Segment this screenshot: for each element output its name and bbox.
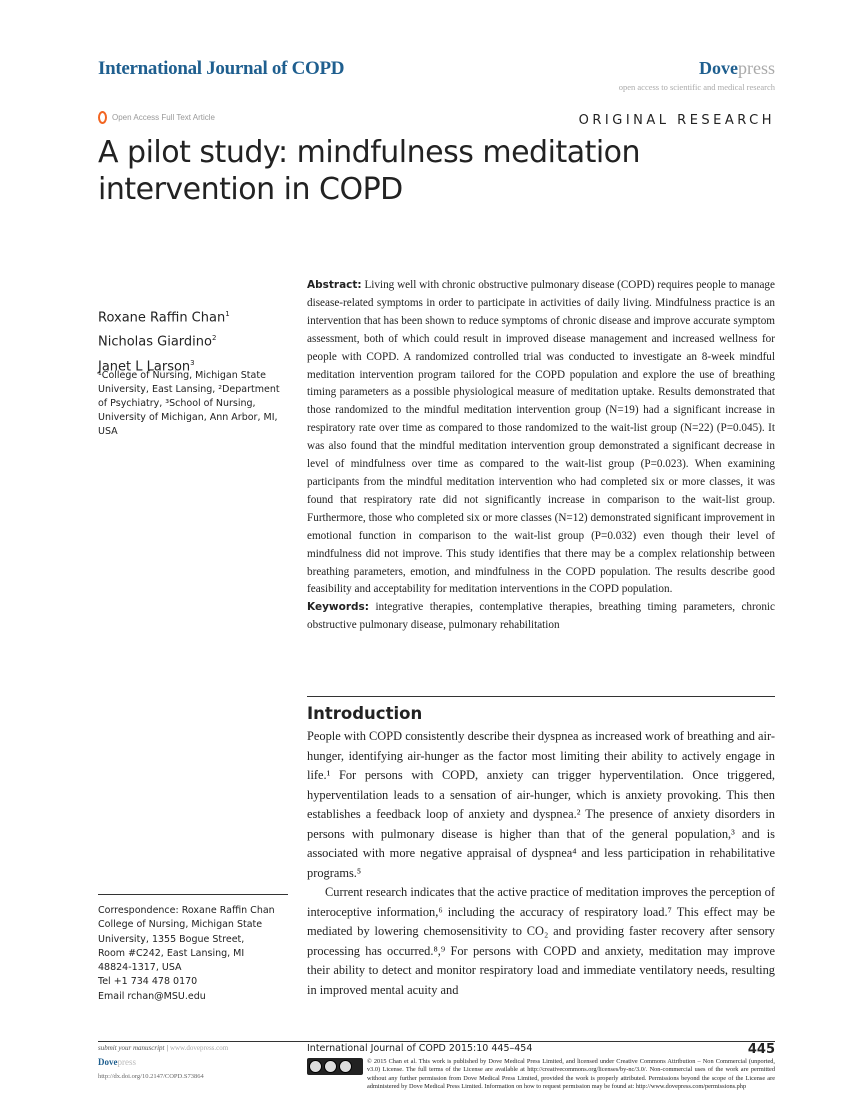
author-list: [98, 304, 230, 377]
author: Nicholas Giardino$^2$: [98, 334, 217, 350]
logo-suffix: press: [738, 58, 775, 78]
open-access-text: Open Access Full Text Article: [112, 113, 216, 122]
footer-divider: [98, 1041, 775, 1042]
abstract-text: Living well with chronic obstructive pulmonary disease (COPD) requires people to manage disease-related symptoms in order to participate in activities of daily living. Mindfulness practice is an intervention that has been shown to reduce symptoms of chronic disease and improve accurate symptom assessment, both of which could result in improved disease management and increased wellness for people with COPD. A randomized controlled trial was conducted to investigate an 8-week mindful meditation intervention program tailored for the COPD population and explore the use of breathing timing parameters as a possible physiological measure of meditation uptake. Results demonstrated that those randomized to the mindful meditation intervention group (N=19) had a significant increase in respiratory rate over time as compared to those randomized to the wait-list group (N=22) (P=0.045). It was also found that the mindful meditation intervention group demonstrated a significant decrease in level of mindfulness over time as compared to the wait-list group (P=0.023). When examining participants from the mindful meditation intervention who had completed six or more classes, it was found that respiratory rate did not significantly increase in comparison to the wait-list group. Furthermore, those who completed six or more classes (N=12) demonstrated significant improvement in emotional function in comparison to the wait-list group (P=0.032) even though their level of mindfulness did not improve. This study identifies that there may be a complex relationship between breathing parameters, emotion, and mindfulness in the COPD population. The results describe good feasibility and acceptability for meditation interventions in the COPD population.: [307, 279, 775, 596]
doi-link[interactable]: http://dx.doi.org/10.2147/COPD.S73864: [98, 1073, 204, 1080]
abstract: [307, 277, 775, 635]
paragraph: People with COPD consistently describe their dyspnea as increased work of breathing and air-hunger, identifying air-hunger as the factor most limiting their ability to actively engage in life.¹ For persons with COPD, anxiety can trigger hyperventilation. Once triggered, hyperventilation leads to a sensation of air-hunger, which is anxiety provoking. This then establishes a feedback loop of anxiety and dyspnea.² The presence of anxiety disorders in persons with pulmonary disease is higher than that of the general population,³ and is associated with more negative appraisal of dyspnea⁴ and less participation in rehabilitative programs.⁵: [307, 729, 775, 880]
license-text: © 2015 Chan et al. This work is published by Dove Medical Press Limited, and licensed under Creative Commons Attribution – Non Commercial (unported, v3.0) License. The full terms of the License are available at http://creativecommons.org/licenses/by-nc/3.0/. Non-commercial uses of the work are permitted without any further permission from Dove Medical Press Limited, provided the work is properly attributed. Permissions beyond the scope of the License are administered by Dove Medical Press Limited. Information on how to request permission may be found at: http://www.dovepress.com/permissions.php: [367, 1058, 775, 1090]
divider: [98, 894, 288, 895]
introduction-body: [307, 727, 775, 1000]
abstract-label: Abstract:: [307, 279, 362, 291]
article-title: A pilot study: mindfulness meditation intervention in COPD: [98, 135, 641, 207]
footer-logo[interactable]: Dovepress: [98, 1057, 136, 1067]
author: Roxane Raffin Chan$^1$: [98, 310, 230, 326]
publisher-tagline: open access to scientific and medical research: [618, 82, 775, 92]
publisher-logo[interactable]: [699, 58, 775, 79]
citation: International Journal of COPD 2015:10 445–454: [307, 1043, 533, 1054]
creative-commons-badge-icon[interactable]: [307, 1058, 363, 1075]
article-type: ORIGINAL RESEARCH: [578, 113, 775, 128]
paragraph: Current research indicates that the active practice of meditation improves the perception of interoceptive information,⁶ including the accuracy of respiratory load.⁷ This effect may be mediated by lowering chemosensitivity to CO₂ and providing faster recovery after sensory processing has occurred.⁸,⁹ For persons with COPD and anxiety, meditation may improve their ability to detect and monitor respiratory load and immediate ventilatory needs, resulting in improved mental acuity and: [307, 885, 776, 997]
page-number: 445: [747, 1042, 775, 1057]
open-access-lock-icon: [98, 111, 107, 124]
submit-manuscript-link[interactable]: submit your manuscript | www.dovepress.com: [98, 1044, 229, 1052]
logo-brand: Dove: [699, 58, 738, 78]
section-heading: Introduction: [307, 704, 423, 723]
divider: [307, 696, 775, 697]
author: Janet L Larson$^3$: [98, 358, 195, 374]
open-access-label: [98, 111, 215, 124]
keywords-label: Keywords:: [307, 601, 369, 614]
correspondence: Correspondence: Roxane Raffin Chan College of Nursing, Michigan State University, 1355 Bogue Street, Room #C242, East Lansing, MI 48824-1317, USA Tel +1 734 478 0170 Email rchan@MSU.edu: [98, 904, 298, 1004]
keywords-text: integrative therapies, contemplative therapies, breathing timing parameters, chronic obstructive pulmonary disease, pulmonary rehabilitation: [307, 601, 775, 632]
journal-title: International Journal of COPD: [98, 58, 345, 79]
affiliations: ¹College of Nursing, Michigan State University, East Lansing, ²Department of Psychiatry, ³School of Nursing, University of Michigan, Ann Arbor, MI, USA: [98, 370, 280, 437]
email-link[interactable]: Email rchan@MSU.edu: [98, 990, 206, 1002]
